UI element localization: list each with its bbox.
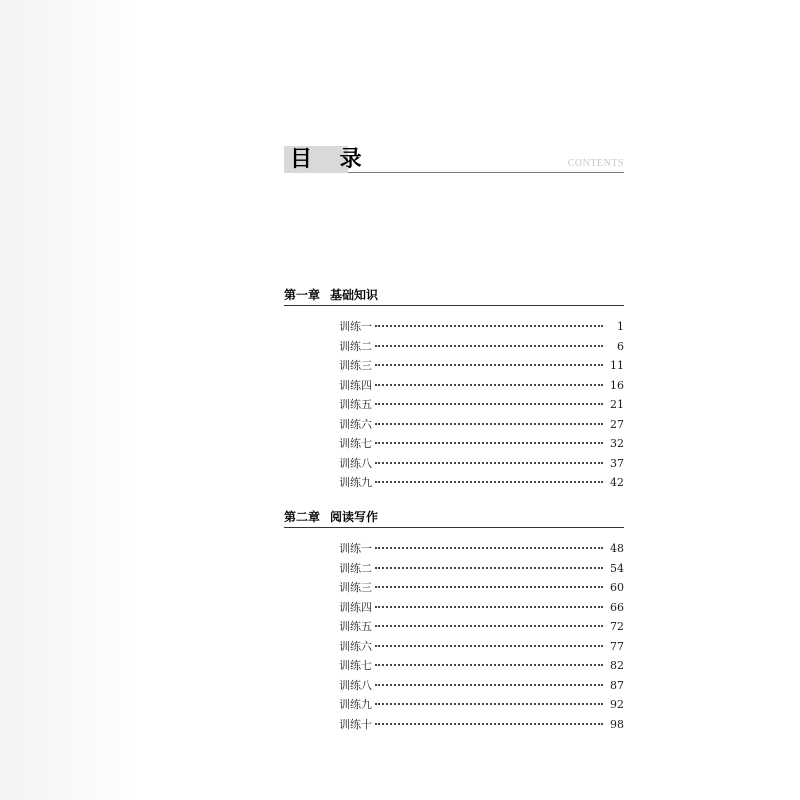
- toc-entry-label: 训练一: [339, 542, 372, 555]
- toc-entry-page: 1: [617, 320, 624, 333]
- toc-entry[interactable]: [339, 579, 624, 599]
- page-shading: [0, 0, 140, 800]
- toc-entry-label: 训练三: [339, 359, 372, 372]
- toc-entry-label: 训练五: [339, 398, 372, 411]
- toc-entry-page: 82: [610, 659, 624, 672]
- toc-entry[interactable]: [339, 618, 624, 638]
- toc-entry[interactable]: [339, 638, 624, 658]
- chapter-heading: [284, 509, 624, 528]
- toc-entry[interactable]: [339, 357, 624, 377]
- dot-leader: [375, 481, 603, 483]
- toc-entry-label: 训练九: [339, 698, 372, 711]
- toc-entry-page: 98: [610, 717, 624, 731]
- toc-entry[interactable]: [339, 318, 624, 338]
- toc-entry-label: 训练六: [339, 417, 372, 431]
- toc-header: [284, 146, 624, 176]
- dot-leader: [375, 645, 603, 647]
- dot-leader: [375, 403, 603, 405]
- toc-entry[interactable]: [339, 455, 624, 475]
- dot-leader: [375, 684, 603, 686]
- dot-leader: [375, 723, 603, 725]
- toc-entry-label: 训练三: [339, 581, 372, 594]
- toc-entry[interactable]: [339, 435, 624, 455]
- toc-entry-label: 训练八: [339, 456, 372, 470]
- toc-entry-page: 6: [617, 339, 624, 353]
- chapter-2: [284, 509, 624, 735]
- toc-entry[interactable]: [339, 338, 624, 358]
- toc-entry[interactable]: [339, 396, 624, 416]
- toc-entry-label: 训练六: [339, 639, 372, 653]
- toc-entry-page: 87: [610, 678, 624, 692]
- toc-entry-page: 27: [610, 417, 624, 431]
- toc-entry-label: 训练十: [339, 717, 372, 731]
- toc-entry-label: 训练五: [339, 620, 372, 633]
- toc-entry-page: 21: [610, 398, 624, 411]
- toc-header-rule: [348, 172, 624, 173]
- toc-entry[interactable]: [339, 716, 624, 736]
- dot-leader: [375, 325, 603, 327]
- toc-entry[interactable]: [339, 377, 624, 397]
- toc-entry-label: 训练八: [339, 678, 372, 692]
- toc-entry[interactable]: [339, 474, 624, 494]
- toc-entry[interactable]: [339, 696, 624, 716]
- dot-leader: [375, 423, 603, 425]
- toc-entry-page: 77: [610, 639, 624, 653]
- chapter-heading: [284, 287, 624, 306]
- toc-entry-label: 训练一: [339, 320, 372, 333]
- dot-leader: [375, 364, 603, 366]
- toc-entry-page: 72: [610, 620, 624, 633]
- dot-leader: [375, 442, 603, 444]
- toc-entry[interactable]: [339, 657, 624, 677]
- dot-leader: [375, 625, 603, 627]
- toc-entry[interactable]: [339, 560, 624, 580]
- chapter-entries: [284, 540, 624, 735]
- toc-entry-page: 48: [610, 542, 624, 555]
- dot-leader: [375, 384, 603, 386]
- toc-entry-page: 32: [610, 437, 624, 450]
- toc-entry-page: 37: [610, 456, 624, 470]
- toc-entry[interactable]: [339, 599, 624, 619]
- dot-leader: [375, 547, 603, 549]
- toc-subtitle: CONTENTS: [567, 158, 624, 169]
- toc-entry-page: 16: [610, 378, 624, 392]
- dot-leader: [375, 567, 603, 569]
- toc-entry[interactable]: [339, 677, 624, 697]
- chapter-number: 第一章: [284, 288, 321, 302]
- toc-entry[interactable]: [339, 416, 624, 436]
- chapter-1: [284, 287, 624, 494]
- dot-leader: [375, 606, 603, 608]
- toc-entry-label: 训练九: [339, 476, 372, 489]
- chapter-title: 基础知识: [330, 288, 379, 302]
- toc-entry-page: 42: [610, 476, 624, 489]
- dot-leader: [375, 703, 603, 705]
- toc-entry-label: 训练四: [339, 378, 372, 392]
- dot-leader: [375, 586, 603, 588]
- toc-entry-page: 92: [610, 698, 624, 711]
- toc-entry-label: 训练四: [339, 600, 372, 614]
- toc-entry-label: 训练二: [339, 339, 372, 353]
- toc-entry[interactable]: [339, 540, 624, 560]
- dot-leader: [375, 664, 603, 666]
- toc-entry-label: 训练二: [339, 561, 372, 575]
- chapter-entries: [284, 318, 624, 494]
- toc-entry-page: 60: [610, 581, 624, 594]
- toc-entry-label: 训练七: [339, 659, 372, 672]
- toc-entry-page: 11: [610, 359, 624, 372]
- dot-leader: [375, 345, 603, 347]
- toc-entry-page: 66: [610, 600, 624, 614]
- chapter-number: 第二章: [284, 510, 321, 524]
- toc-title: 目 录: [284, 146, 348, 173]
- toc-entry-page: 54: [610, 561, 624, 575]
- chapter-title: 阅读写作: [330, 510, 379, 524]
- dot-leader: [375, 462, 603, 464]
- toc-entry-label: 训练七: [339, 437, 372, 450]
